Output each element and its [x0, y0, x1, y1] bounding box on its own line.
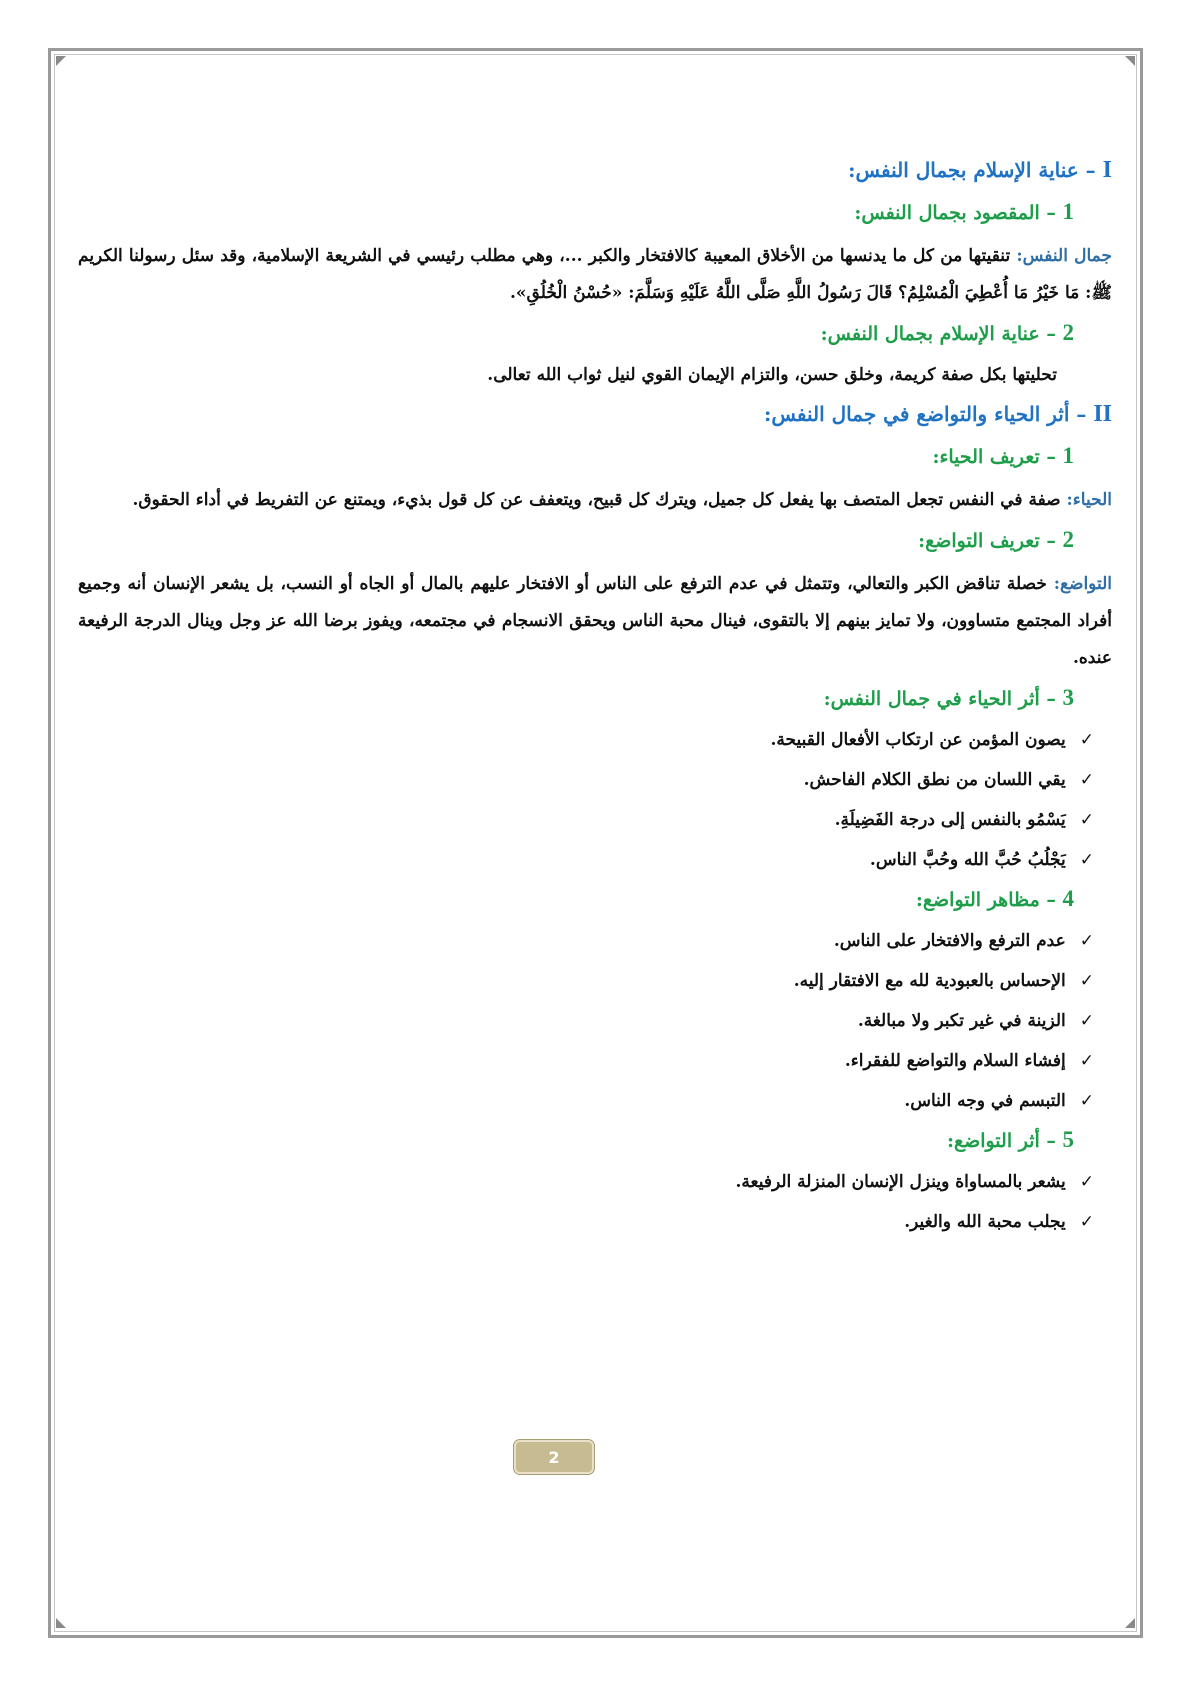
section-heading: II – أثر الحياء والتواضع في جمال النفس: [763, 401, 1112, 427]
list-item: ✓يَسْمُو بالنفس إلى درجة الفَضِيلَةِ. [834, 810, 1094, 830]
corner-ornament [1125, 56, 1135, 66]
check-icon: ✓ [1079, 810, 1094, 830]
list-item: ✓يَجْلُبُ حُبَّ الله وحُبَّ الناس. [869, 850, 1094, 870]
check-icon: ✓ [1079, 1091, 1094, 1111]
corner-ornament [56, 56, 66, 66]
check-icon: ✓ [1079, 931, 1094, 951]
list-item: ✓يقي اللسان من نطق الكلام الفاحش. [803, 770, 1094, 790]
list-item: ✓الإحساس بالعبودية لله مع الافتقار إليه. [793, 971, 1094, 991]
check-icon: ✓ [1079, 971, 1094, 991]
page-number: 2 [514, 1440, 594, 1474]
check-icon: ✓ [1079, 1172, 1094, 1192]
corner-ornament [56, 1618, 66, 1628]
subsection-heading: 1 – المقصود بجمال النفس: [854, 199, 1074, 224]
subsection-heading: 3 – أثر الحياء في جمال النفس: [823, 685, 1074, 710]
corner-ornament [1125, 1618, 1135, 1628]
subsection-heading: 1 – تعريف الحياء: [932, 443, 1074, 468]
list-item: ✓يشعر بالمساواة وينزل الإنسان المنزلة الرفيعة. [735, 1172, 1094, 1192]
check-icon: ✓ [1079, 1011, 1094, 1031]
body-paragraph: تحليتها بكل صفة كريمة، وخلق حسن، والتزام الإيمان القوي لنيل ثواب الله تعالى. [487, 365, 1057, 385]
check-icon: ✓ [1079, 1212, 1094, 1232]
check-icon: ✓ [1079, 850, 1094, 870]
checklist [78, 1166, 1112, 1238]
subsection-heading: 2 – تعريف التواضع: [918, 527, 1074, 552]
checklist [78, 724, 1112, 876]
checklist [78, 925, 1112, 1117]
list-item: ✓التبسم في وجه الناس. [904, 1091, 1094, 1111]
list-item: ✓يجلب محبة الله والغير. [904, 1212, 1094, 1232]
subsection-heading: 2 – عناية الإسلام بجمال النفس: [820, 320, 1074, 345]
check-icon: ✓ [1079, 1051, 1094, 1071]
check-icon: ✓ [1079, 730, 1094, 750]
check-icon: ✓ [1079, 770, 1094, 790]
definition-paragraph: الحياء: صفة في النفس تجعل المتصف بها يفعل كل جميل، ويترك كل قبيح، ويتعفف عن كل قول بذيء، ويمتنع عن التفريط في أداء الحقوق. [132, 490, 1112, 510]
list-item: ✓يصون المؤمن عن ارتكاب الأفعال القبيحة. [770, 730, 1094, 750]
subsection-heading: 4 – مظاهر التواضع: [915, 886, 1074, 911]
section-heading: I – عناية الإسلام بجمال النفس: [848, 157, 1112, 183]
list-item: ✓عدم الترفع والافتخار على الناس. [833, 931, 1094, 951]
list-item: ✓الزينة في غير تكبر ولا مبالغة. [857, 1011, 1094, 1031]
lesson-content [78, 155, 1112, 1246]
definition-paragraph: جمال النفس: تنقيتها من كل ما يدنسها من الأخلاق المعيبة كالافتخار والكبر ...، وهي مطلب رئيسي في الشريعة الإسلامية، وقد سئل رسولنا الكريم ﷺ: مَا خَيْرُ مَا أُعْطِيَ الْمُسْلِمُ؟ قَالَ رَسُولُ اللَّهِ صَلَّى اللَّهُ عَلَيْهِ وَسَلَّمَ: «حُسْنُ الْخُلُقِ». [78, 246, 1112, 303]
list-item: ✓إفشاء السلام والتواضع للفقراء. [844, 1051, 1094, 1071]
subsection-heading: 5 – أثر التواضع: [946, 1127, 1074, 1152]
definition-paragraph: التواضع: خصلة تناقض الكبر والتعالي، وتتمثل في عدم الترفع على الناس أو الافتخار عليهم بالمال أو الجاه أو النسب، بل يشعر الإنسان أنه وجميع أفراد المجتمع متساوون، ولا تمايز بينهم إلا بالتقوى، فينال محبة الناس ويحقق الانسجام في مجتمعه، ويفوز برضا الله عز وجل وينال الدرجة الرفيعة عنده. [78, 574, 1112, 668]
